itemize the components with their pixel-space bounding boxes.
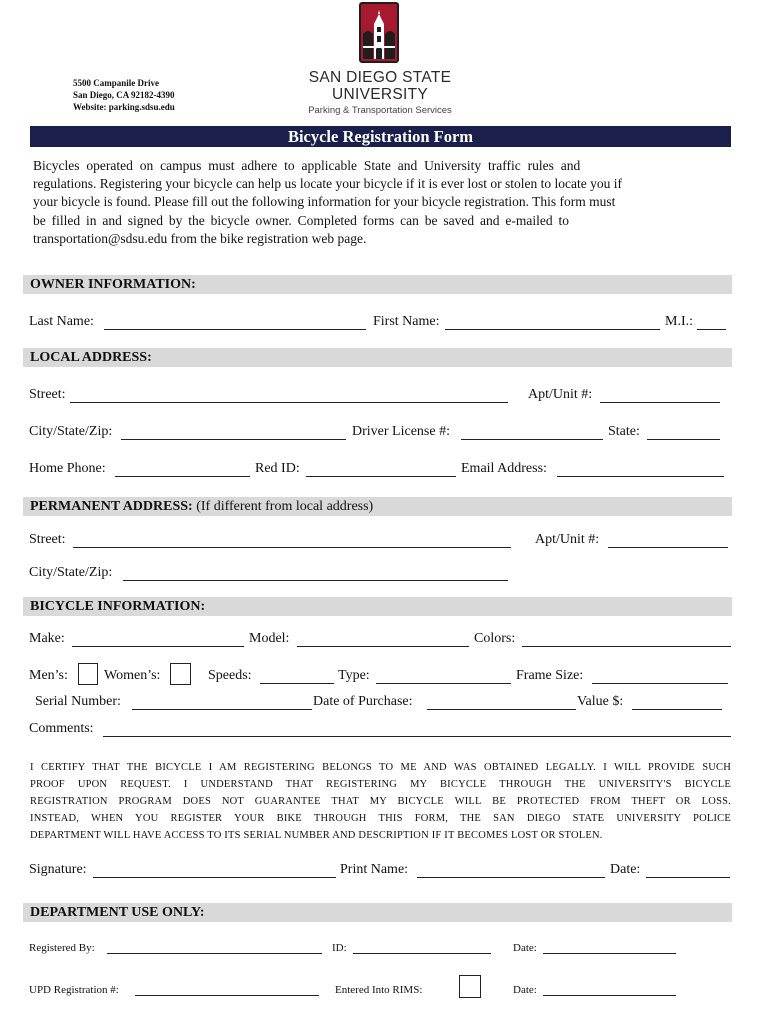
bicycle-serial-row bbox=[0, 693, 770, 711]
certification-line: REGISTRATION PROGRAM DOES NOT GUARANTEE THAT MY BICYCLE WILL BE PROTECTED FROM THEFT OR LOSS. bbox=[30, 796, 731, 807]
frame-size-field[interactable] bbox=[592, 667, 728, 684]
mens-label: Men’s: bbox=[29, 668, 68, 683]
red-id-label: Red ID: bbox=[255, 461, 300, 476]
email-label: Email Address: bbox=[461, 461, 547, 476]
local-city-row bbox=[0, 423, 770, 441]
form-title-bar bbox=[30, 126, 731, 147]
license-state-field[interactable] bbox=[647, 423, 720, 440]
bicycle-information-heading bbox=[23, 597, 732, 616]
intro-line: transportation@sdsu.edu from the bike registration web page. bbox=[33, 230, 367, 246]
signature-row bbox=[0, 861, 770, 879]
department-registered-row bbox=[0, 940, 770, 956]
speeds-field[interactable] bbox=[260, 667, 334, 684]
local-street-label: Street: bbox=[29, 387, 66, 402]
permanent-address-heading bbox=[23, 497, 732, 516]
bicycle-type-row bbox=[0, 667, 770, 685]
serial-number-field[interactable] bbox=[132, 693, 312, 710]
signature-label: Signature: bbox=[29, 862, 87, 877]
womens-label: Women’s: bbox=[104, 668, 161, 683]
womens-checkbox[interactable] bbox=[170, 663, 191, 685]
driver-license-label: Driver License #: bbox=[352, 424, 450, 439]
make-label: Make: bbox=[29, 631, 65, 646]
make-field[interactable] bbox=[72, 630, 244, 647]
address-website: Website: parking.sdsu.edu bbox=[73, 102, 175, 112]
model-label: Model: bbox=[249, 631, 290, 646]
speeds-label: Speeds: bbox=[208, 668, 252, 683]
department-upd-row bbox=[0, 982, 770, 998]
registered-date-field[interactable] bbox=[543, 940, 676, 954]
signature-date-field[interactable] bbox=[646, 861, 730, 878]
print-name-field[interactable] bbox=[417, 861, 605, 878]
intro-line: be filled in and signed by the bicycle owner. Completed forms can be saved and e-mailed to bbox=[33, 212, 569, 228]
type-label: Type: bbox=[338, 668, 370, 683]
value-label: Value $: bbox=[577, 694, 624, 709]
intro-line: Bicycles operated on campus must adhere to applicable State and University traffic rules and bbox=[33, 158, 581, 173]
comments-row bbox=[0, 720, 770, 738]
local-street-field[interactable] bbox=[70, 386, 508, 403]
purchase-date-field[interactable] bbox=[427, 693, 576, 710]
comments-field[interactable] bbox=[103, 720, 731, 737]
license-state-label: State: bbox=[608, 424, 640, 439]
intro-line: regulations. Registering your bicycle can help us locate your bicycle if it is ever lost or stolen to locate you if bbox=[33, 176, 622, 192]
local-apt-field[interactable] bbox=[600, 386, 720, 403]
rims-date-field[interactable] bbox=[543, 982, 676, 996]
entered-into-rims-label: Entered Into RIMS: bbox=[335, 984, 423, 996]
intro-line: your bicycle is found. Please fill out the following information for your bicycle registration. This form must bbox=[33, 194, 616, 210]
purchase-date-label: Date of Purchase: bbox=[313, 694, 413, 709]
sdsu-tower-logo-icon bbox=[359, 2, 399, 63]
contact-row bbox=[0, 460, 770, 478]
office-address-block bbox=[73, 77, 175, 113]
colors-label: Colors: bbox=[474, 631, 516, 646]
rims-date-label: Date: bbox=[513, 984, 537, 996]
last-name-field[interactable] bbox=[104, 313, 366, 330]
university-wordmark bbox=[290, 69, 470, 117]
address-city: San Diego, CA 92182-4390 bbox=[73, 90, 175, 100]
certification-line: I CERTIFY THAT THE BICYCLE I AM REGISTERING BELONGS TO ME AND WAS OBTAINED LEGALLY. I WILL PROVIDE SUCH bbox=[30, 762, 731, 773]
type-field[interactable] bbox=[376, 667, 511, 684]
permanent-city-field[interactable] bbox=[123, 564, 508, 581]
section-heading: LOCAL ADDRESS: bbox=[30, 350, 152, 365]
serial-number-label: Serial Number: bbox=[35, 694, 121, 709]
upd-registration-label: UPD Registration #: bbox=[29, 984, 119, 996]
first-name-label: First Name: bbox=[373, 314, 440, 329]
certification-line: PROOF UPON REQUEST. I UNDERSTAND THAT REGISTERING MY BICYCLE THROUGH THE UNIVERSITY'S BICYCLE bbox=[30, 779, 731, 790]
local-city-label: City/State/Zip: bbox=[29, 424, 113, 439]
owner-name-row bbox=[0, 313, 770, 331]
registered-by-field[interactable] bbox=[107, 940, 322, 954]
bicycle-make-row bbox=[0, 630, 770, 648]
signature-field[interactable] bbox=[93, 861, 336, 878]
local-apt-label: Apt/Unit #: bbox=[528, 387, 593, 402]
first-name-field[interactable] bbox=[445, 313, 660, 330]
certification-line: DEPARTMENT WILL HAVE ACCESS TO ITS SERIAL NUMBER AND DESCRIPTION IF IT BECOMES LOST OR STOLEN. bbox=[30, 830, 603, 841]
registered-by-label: Registered By: bbox=[29, 942, 95, 954]
section-heading-note: (If different from local address) bbox=[196, 499, 374, 514]
registered-date-label: Date: bbox=[513, 942, 537, 954]
university-name-line1: SAN DIEGO STATE bbox=[308, 69, 452, 86]
permanent-apt-field[interactable] bbox=[608, 531, 728, 548]
section-heading: DEPARTMENT USE ONLY: bbox=[30, 905, 205, 920]
permanent-apt-label: Apt/Unit #: bbox=[535, 532, 600, 547]
email-field[interactable] bbox=[557, 460, 724, 477]
home-phone-label: Home Phone: bbox=[29, 461, 106, 476]
department-id-field[interactable] bbox=[353, 940, 491, 954]
permanent-street-row bbox=[0, 531, 770, 549]
frame-size-label: Frame Size: bbox=[516, 668, 584, 683]
intro-paragraph bbox=[33, 157, 622, 248]
middle-initial-label: M.I.: bbox=[665, 314, 693, 329]
form-title: Bicycle Registration Form bbox=[287, 127, 474, 146]
driver-license-field[interactable] bbox=[461, 423, 603, 440]
local-city-field[interactable] bbox=[121, 423, 346, 440]
permanent-street-label: Street: bbox=[29, 532, 66, 547]
section-heading: PERMANENT ADDRESS: bbox=[30, 499, 193, 514]
certification-statement bbox=[30, 759, 731, 844]
section-heading: OWNER INFORMATION: bbox=[30, 277, 196, 292]
local-address-heading bbox=[23, 348, 732, 367]
mens-checkbox[interactable] bbox=[78, 663, 98, 685]
permanent-city-row bbox=[0, 564, 770, 582]
value-field[interactable] bbox=[632, 693, 722, 710]
signature-date-label: Date: bbox=[610, 862, 641, 877]
department-name: Parking & Transportation Services bbox=[308, 105, 452, 116]
permanent-street-field[interactable] bbox=[73, 531, 511, 548]
red-id-field[interactable] bbox=[306, 460, 456, 477]
section-heading: BICYCLE INFORMATION: bbox=[30, 599, 206, 614]
local-street-row bbox=[0, 386, 770, 404]
colors-field[interactable] bbox=[522, 630, 731, 647]
upd-registration-field[interactable] bbox=[135, 982, 319, 996]
owner-information-heading bbox=[23, 275, 732, 294]
entered-into-rims-checkbox[interactable] bbox=[459, 975, 481, 998]
print-name-label: Print Name: bbox=[340, 862, 409, 877]
middle-initial-field[interactable] bbox=[697, 313, 726, 330]
model-field[interactable] bbox=[297, 630, 469, 647]
department-use-heading bbox=[23, 903, 732, 922]
address-street: 5500 Campanile Drive bbox=[73, 78, 159, 88]
home-phone-field[interactable] bbox=[115, 460, 250, 477]
permanent-city-label: City/State/Zip: bbox=[29, 565, 113, 580]
department-id-label: ID: bbox=[332, 942, 347, 954]
university-name-line2: UNIVERSITY bbox=[331, 86, 428, 103]
comments-label: Comments: bbox=[29, 721, 94, 736]
certification-line: INSTEAD, WHEN YOU REGISTER YOUR BIKE THROUGH THIS FORM, THE SAN DIEGO STATE UNIVERSITY POLICE bbox=[30, 813, 731, 824]
last-name-label: Last Name: bbox=[29, 314, 94, 329]
